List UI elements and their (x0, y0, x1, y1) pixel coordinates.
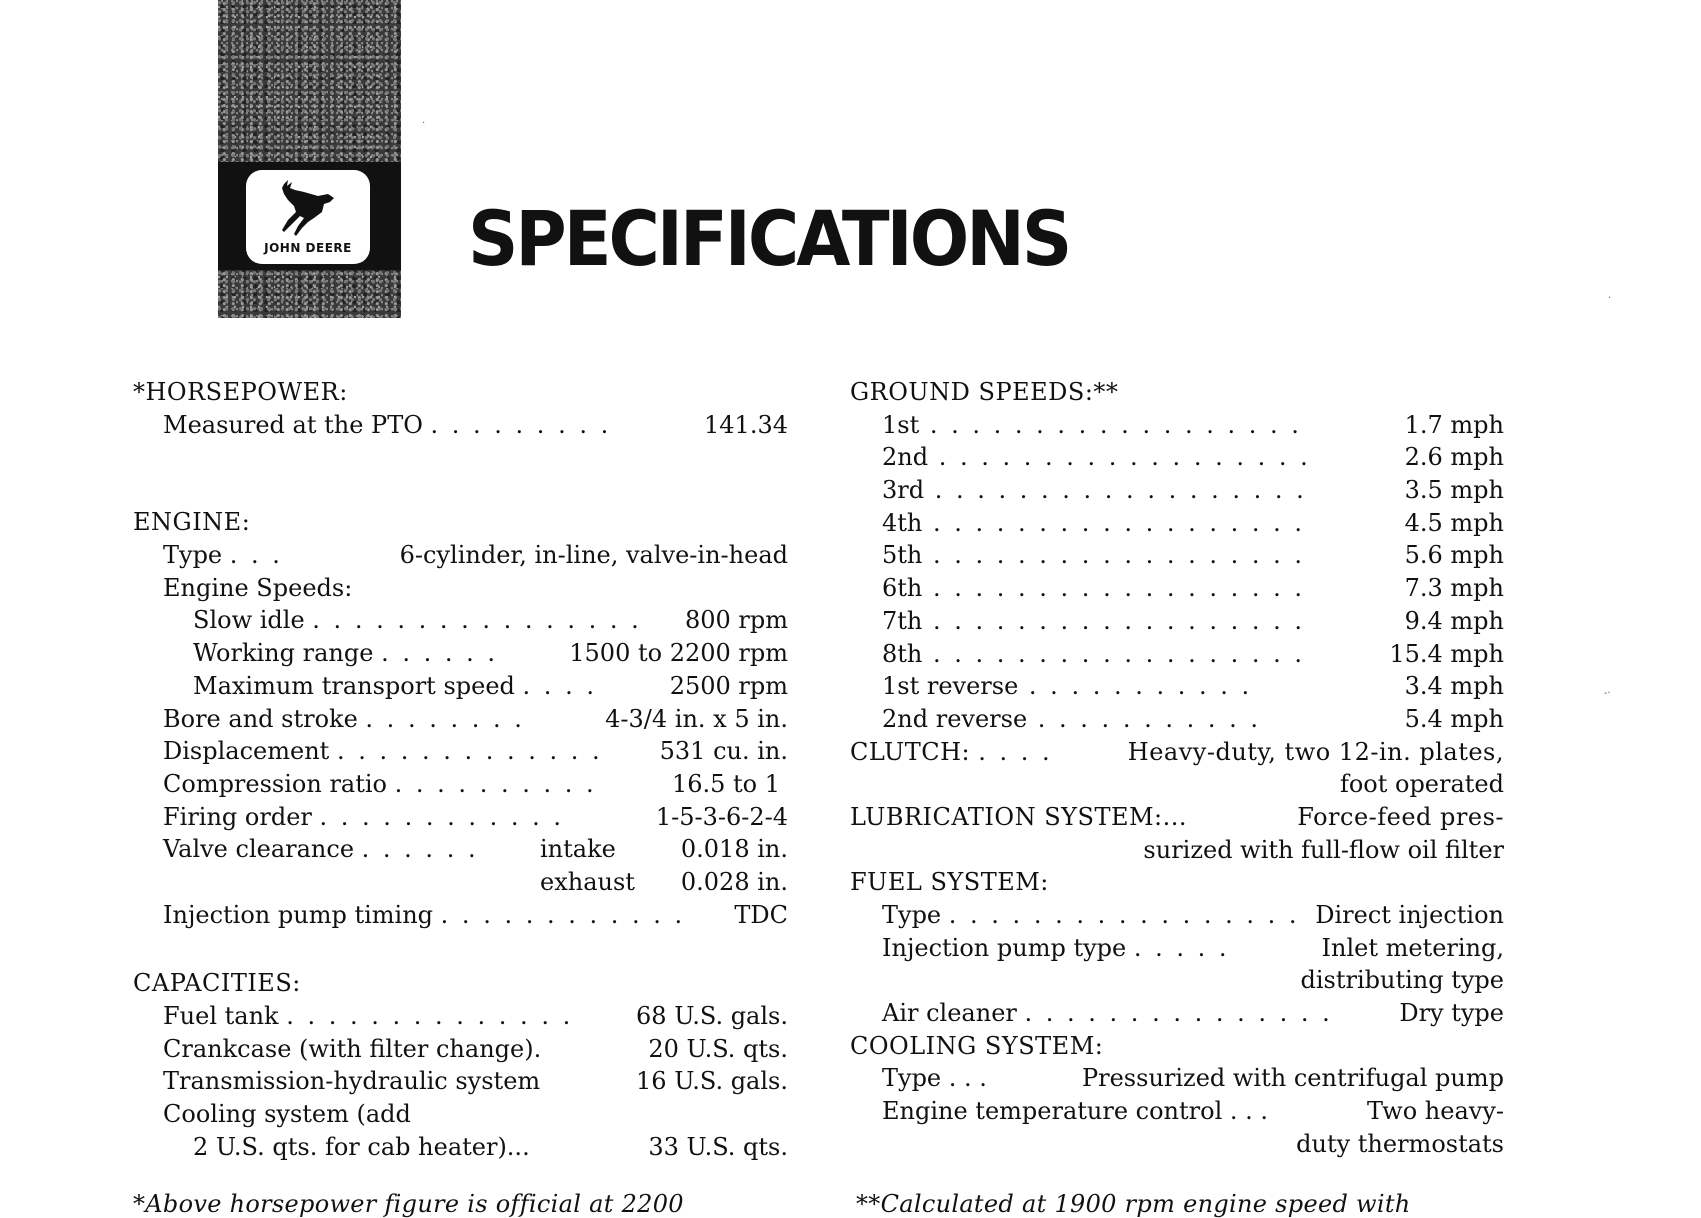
spec-row-displacement (133, 735, 788, 768)
spec-row-pump-type-cont: distributing type (1300, 966, 1504, 995)
speed-value: 5.4 mph (1404, 704, 1504, 733)
leader-dots: . . . . . . (381, 639, 498, 668)
leader-dots: . . . . . . . . . . . . . . . . . . (922, 541, 1306, 570)
leader-dots: . . . . . . . . . . . . . . . . (312, 606, 642, 635)
speed-gear-label: 5th (882, 541, 923, 570)
spec-value: 0.028 in. (680, 867, 788, 896)
spec-row-temp-control-cont: duty thermostats (1296, 1129, 1504, 1158)
leader-dots: . . . . . . (361, 835, 479, 864)
spec-value: 800 rpm (684, 606, 788, 635)
spec-value: Dry type (1399, 999, 1504, 1028)
leader-dots: . . . . (978, 737, 1053, 766)
speed-row (850, 605, 1504, 638)
spec-row-bore-stroke (133, 703, 788, 736)
spec-value: 1500 to 2200 rpm (569, 639, 788, 668)
spec-label: 2 U.S. qts. for cab heater)... (193, 1132, 530, 1161)
speed-value: 2.6 mph (1404, 443, 1504, 472)
fuel-system-heading: FUEL SYSTEM: (850, 868, 1049, 897)
spec-value: 4-3/4 in. x 5 in. (605, 704, 788, 733)
speed-gear-label: 2nd reverse (882, 704, 1028, 733)
spec-value: 2500 rpm (669, 671, 788, 700)
spec-row-crankcase (133, 1033, 788, 1066)
spec-row-pump-type (850, 932, 1504, 965)
spec-row-pto (133, 409, 788, 442)
spec-row-valve-intake (133, 833, 788, 866)
speed-gear-label: 7th (882, 606, 923, 635)
spec-value: 20 U.S. qts. (648, 1034, 788, 1063)
engine-speeds-heading: Engine Speeds: (163, 573, 353, 602)
spec-row-compression (133, 768, 788, 801)
speed-value: 9.4 mph (1404, 606, 1504, 635)
leader-dots: . . . . . . . . . . . . . . . . . . (924, 476, 1307, 505)
spec-label: Injection pump timing (163, 900, 434, 929)
spec-label: Valve clearance (163, 835, 355, 864)
speed-row (850, 638, 1504, 671)
spec-row-max-transport (133, 670, 788, 703)
speed-gear-label: 3rd (882, 476, 925, 505)
speed-row (850, 703, 1504, 736)
spec-value: 141.34 (704, 410, 788, 439)
clutch-row (850, 736, 1504, 769)
spec-row-cooling-type (850, 1062, 1504, 1095)
ground-speeds-list (850, 409, 1504, 736)
speed-row (850, 441, 1504, 474)
spec-sublabel: exhaust (540, 867, 635, 896)
leader-dots: . . . . . . . . (365, 704, 525, 733)
leader-dots: . . . . . . . . . . . . . . . . . . (922, 508, 1306, 537)
spec-row-temp-control (850, 1095, 1504, 1128)
speed-value: 7.3 mph (1404, 574, 1504, 603)
spec-label: Fuel tank (163, 1002, 279, 1030)
speed-row (850, 507, 1504, 540)
spec-row-engine-type (133, 539, 788, 572)
spec-value: Inlet metering, (1321, 933, 1504, 962)
spec-value: 33 U.S. qts. (648, 1132, 788, 1161)
spec-row-fuel-type (850, 899, 1504, 932)
leader-dots: . . . . . . . . . . . . (319, 802, 564, 831)
ground-speeds-heading: GROUND SPEEDS:** (850, 378, 1119, 406)
spec-label: Displacement (163, 737, 330, 766)
speed-row (850, 539, 1504, 572)
spec-row-firing-order (133, 801, 788, 834)
speed-row (850, 409, 1504, 442)
speed-row (850, 474, 1504, 507)
leaping-deer-icon (274, 178, 342, 240)
speed-gear-label: 1st (882, 410, 920, 439)
spec-value: Force-feed pres- (1297, 802, 1504, 831)
scan-speck: · (1608, 293, 1612, 304)
speed-gear-label: 6th (882, 574, 923, 603)
spec-row-working-range (133, 637, 788, 670)
spec-row-injection-timing (133, 899, 788, 932)
speed-row (850, 670, 1504, 703)
horsepower-heading: *HORSEPOWER: (133, 378, 348, 406)
logo-band (218, 162, 401, 270)
scan-speck: -· (1604, 688, 1611, 699)
spec-label: Working range (193, 639, 374, 668)
spec-label: Air cleaner (882, 999, 1017, 1028)
spec-label: Bore and stroke (163, 704, 358, 733)
speed-gear-label: 1st reverse (882, 672, 1019, 701)
engine-heading: ENGINE: (133, 508, 251, 537)
speed-value: 1.7 mph (1404, 410, 1504, 439)
leader-dots: . . . . . . . . . . . (1018, 672, 1253, 701)
speed-gear-label: 8th (882, 639, 923, 668)
speed-row (850, 572, 1504, 605)
spec-label: Crankcase (with filter change). (163, 1034, 542, 1063)
speed-value: 4.5 mph (1404, 508, 1504, 537)
lubrication-row-cont: surized with full-flow oil filter (1143, 835, 1504, 864)
leader-dots: . . . . . . . . . . (394, 769, 597, 798)
cooling-system-heading: COOLING SYSTEM: (850, 1031, 1104, 1060)
speed-value: 15.4 mph (1389, 639, 1504, 668)
spec-row-cooling (133, 1131, 788, 1164)
speed-gear-label: 4th (882, 508, 923, 537)
footnote-ground-speeds: **Calculated at 1900 rpm engine speed with (856, 1190, 1411, 1218)
leader-dots: . . . . . . . . . . . . . . . (1024, 999, 1333, 1028)
lubrication-row (850, 801, 1504, 834)
spec-value: 16.5 to 1 (671, 769, 780, 798)
speed-value: 3.4 mph (1404, 672, 1504, 701)
spec-row-cooling-label: Cooling system (add (163, 1100, 411, 1129)
spec-label: Injection pump type (882, 933, 1127, 962)
leader-dots: . . . . . . . . . . . . . . . . . . (922, 606, 1306, 635)
leader-dots: . . . . . . . . . . . . . . (286, 1002, 574, 1030)
capacities-heading: CAPACITIES: (133, 969, 301, 998)
leader-dots: . . . . . . . . . . . . . . . . . . (919, 410, 1302, 439)
speed-value: 5.6 mph (1404, 541, 1504, 570)
right-column (850, 376, 1504, 1161)
spec-row-slow-idle (133, 604, 788, 637)
spec-value: Two heavy- (1367, 1097, 1504, 1126)
leader-dots: . . . . . . . . . . . . . . . . . (948, 901, 1300, 929)
spec-row-transmission (133, 1065, 788, 1098)
footnote-horsepower: *Above horsepower figure is official at 2200 (133, 1190, 684, 1218)
left-column (133, 376, 788, 1163)
leader-dots: . . . . . . . . . . . . . . . . . . (922, 574, 1306, 603)
scan-speck: · (422, 118, 426, 129)
leader-dots: . . . . . . . . . . . . . . . . . . (928, 443, 1311, 472)
spec-value: 1-5-3-6-2-4 (655, 802, 788, 831)
spec-label: Type . . . (882, 1064, 987, 1093)
leader-dots: . . . . . . . . . . . . . (336, 737, 603, 766)
logo-text: JOHN DEERE (264, 241, 352, 255)
spec-value: 16 U.S. gals. (636, 1067, 788, 1096)
spec-label: Engine temperature control . . . (882, 1097, 1269, 1126)
leader-dots: . . . . . (1133, 933, 1230, 962)
spec-value: 0.018 in. (680, 835, 788, 864)
spec-row-air-cleaner (850, 997, 1504, 1030)
spec-row-valve-exhaust (133, 866, 788, 899)
leader-dots: . . . (229, 541, 283, 570)
logo-texture-block (218, 0, 401, 318)
spec-label: Type (882, 901, 942, 929)
spec-value: Heavy-duty, two 12-in. plates, (1127, 737, 1504, 766)
spec-value: TDC (734, 900, 788, 929)
spec-value: 68 U.S. gals. (636, 1002, 788, 1030)
clutch-heading: CLUTCH: (850, 737, 971, 766)
spec-value: 531 cu. in. (659, 737, 788, 766)
speed-value: 3.5 mph (1404, 476, 1504, 505)
spec-row-fuel-tank (133, 1000, 788, 1033)
spec-label: Slow idle (193, 606, 305, 635)
spec-label: Transmission-hydraulic system (163, 1067, 541, 1096)
spec-sublabel: intake (540, 835, 616, 864)
spec-label: Type (163, 541, 223, 570)
lubrication-heading: LUBRICATION SYSTEM:... (850, 802, 1188, 831)
leader-dots: . . . . . . . . . . . (1027, 704, 1261, 733)
leader-dots: . . . . . . . . . . . . . . . . . . (922, 639, 1306, 668)
spec-label: Compression ratio (163, 769, 388, 798)
spec-value: Direct injection (1315, 901, 1504, 929)
john-deere-logo (246, 170, 370, 264)
leader-dots: . . . . . . . . . (430, 410, 612, 439)
leader-dots: . . . . (522, 671, 597, 700)
speed-gear-label: 2nd (882, 443, 929, 472)
clutch-row-cont: foot operated (1339, 770, 1504, 799)
spec-label: Measured at the PTO (163, 410, 423, 439)
spec-label: Firing order (163, 802, 312, 831)
spec-value: 6-cylinder, in-line, valve-in-head (399, 541, 788, 570)
page-title: SPECIFICATIONS (468, 195, 1070, 284)
leader-dots: . . . . . . . . . . . . (440, 900, 686, 929)
spec-label: Maximum transport speed (193, 671, 515, 700)
spec-value: Pressurized with centrifugal pump (1081, 1064, 1504, 1093)
